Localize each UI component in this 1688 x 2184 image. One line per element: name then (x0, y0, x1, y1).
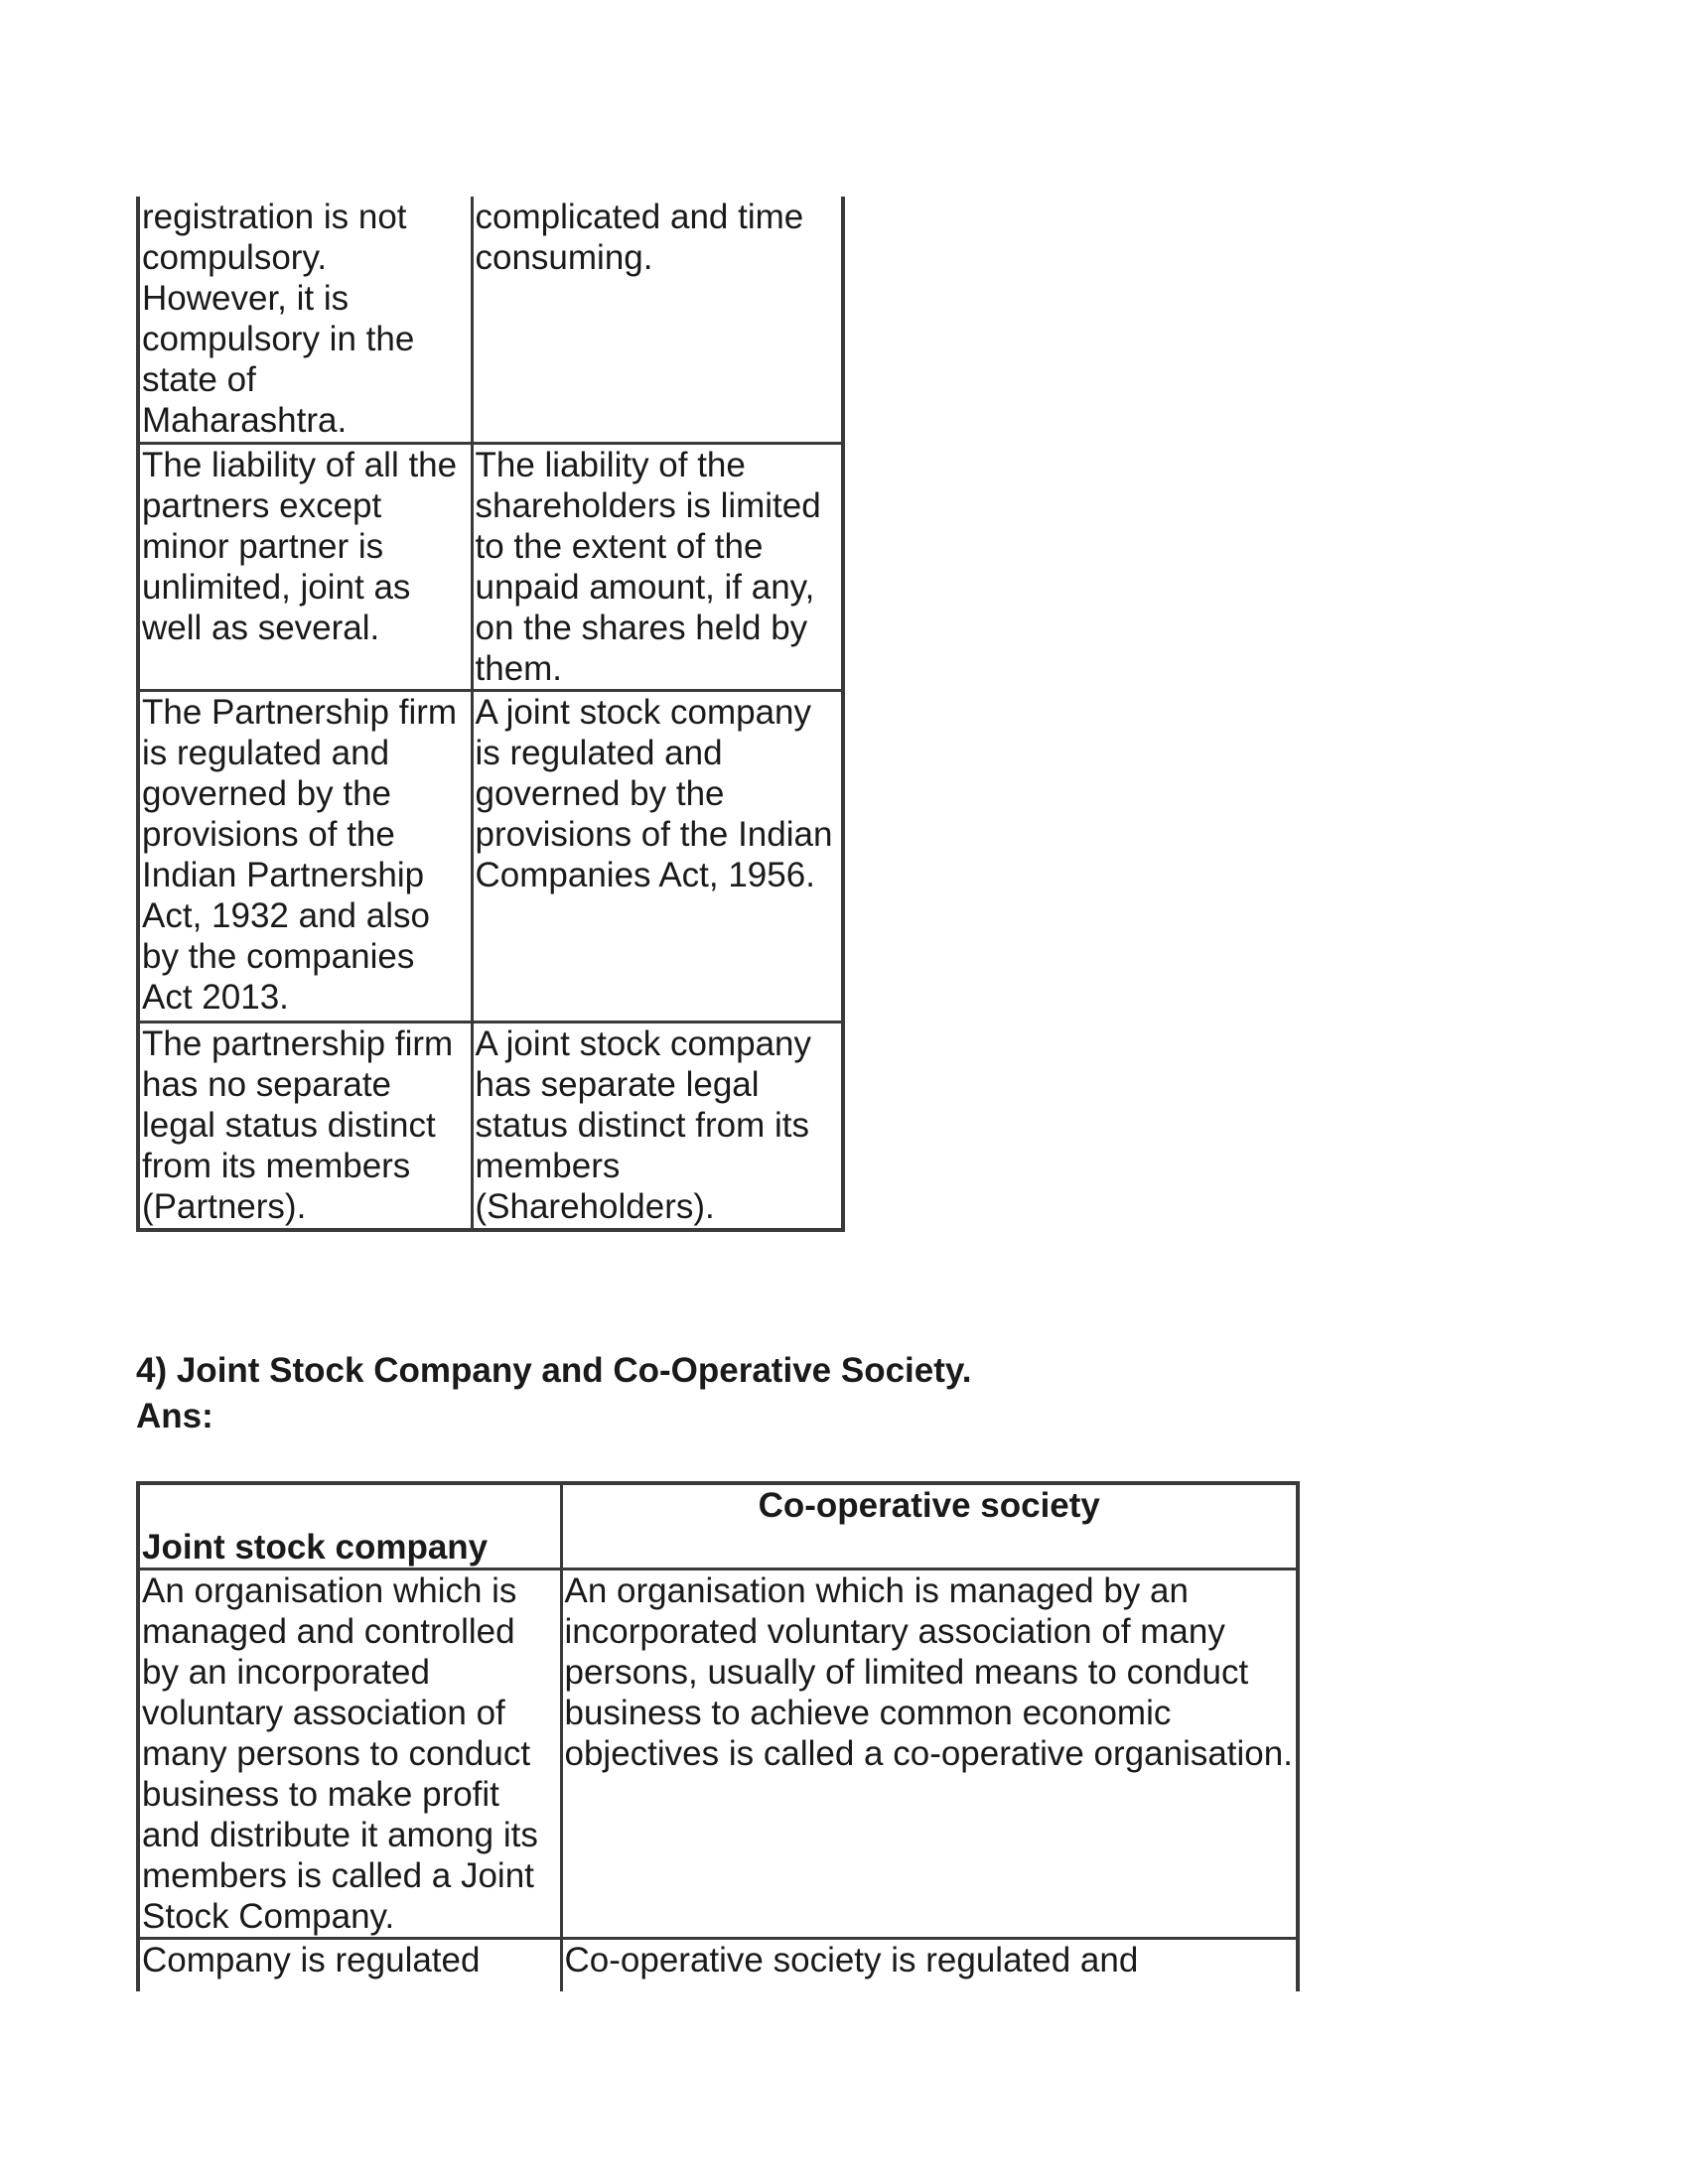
answer-label: Ans: (136, 1397, 213, 1435)
table-header-row (138, 1483, 1298, 1569)
table-cell: An organisation which is managed by an incorporated voluntary association of many persons, usually of limited means to conduct business to achieve common economic objectives is called a co-operative organisation. (561, 1569, 1298, 1938)
table-cell: A joint stock company has separate legal status distinct from its members (Shareholders). (472, 1022, 843, 1230)
partnership-vs-company-table (136, 197, 845, 1232)
table-row (138, 1569, 1298, 1938)
table-cell: The liability of the shareholders is limited to the extent of the unpaid amount, if any, on the shares held by them. (472, 443, 843, 690)
section-heading: 4) Joint Stock Company and Co-Operative Society. (136, 1351, 972, 1390)
company-vs-cooperative-table (136, 1481, 1300, 1991)
table-cell: The liability of all the partners except minor partner is unlimited, joint as well as several. (138, 443, 472, 690)
table-cell: The Partnership firm is regulated and governed by the provisions of the Indian Partnership Act, 1932 and also by the companies Act 2013. (138, 690, 472, 1022)
column-header: Co-operative society (561, 1483, 1298, 1569)
table-cell: complicated and time consuming. (472, 197, 843, 443)
table-cell: A joint stock company is regulated and governed by the provisions of the Indian Companies Act, 1956. (472, 690, 843, 1022)
table-row (138, 1938, 1298, 1991)
column-header: Joint stock company (138, 1483, 561, 1569)
table-cell: Co-operative society is regulated and (561, 1938, 1298, 1991)
table-row (138, 1022, 843, 1230)
table-cell: Company is regulated (138, 1938, 561, 1991)
table-cell: registration is not compulsory. However, it is compulsory in the state of Maharashtra. (138, 197, 472, 443)
table-row (138, 690, 843, 1022)
table-row (138, 197, 843, 443)
table-cell: An organisation which is managed and controlled by an incorporated voluntary association of many persons to conduct business to make profit and distribute it among its members is called a Joint Stock Company. (138, 1569, 561, 1938)
table-row (138, 443, 843, 690)
table-cell: The partnership firm has no separate legal status distinct from its members (Partners). (138, 1022, 472, 1230)
